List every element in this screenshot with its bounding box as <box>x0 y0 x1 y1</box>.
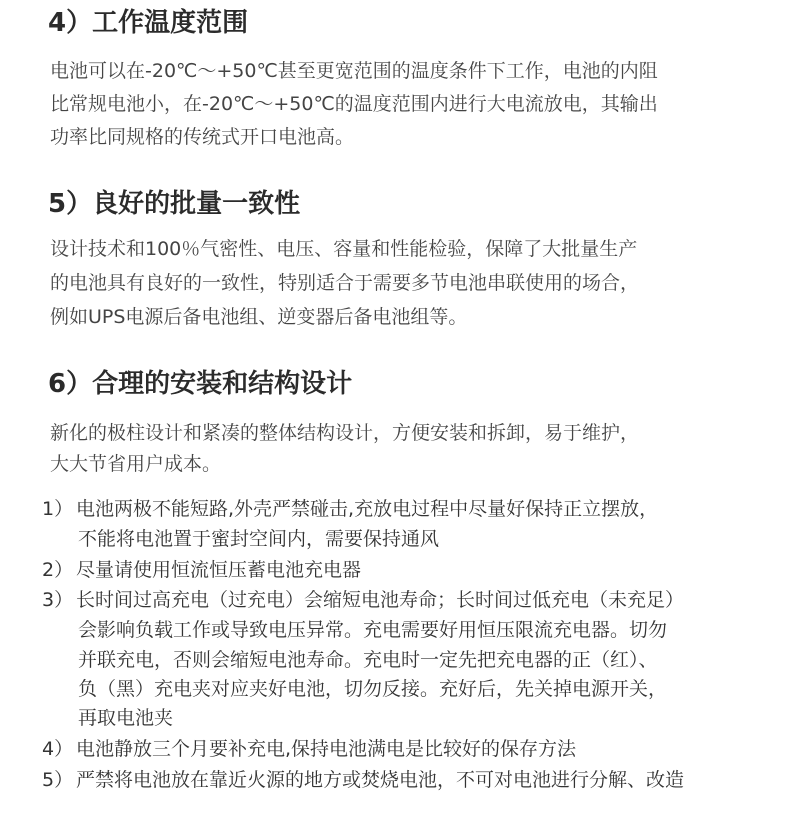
paragraph-line: 功率比同规格的传统式开口电池高。 <box>50 126 355 148</box>
note-line: 不能将电池置于蜜封空间内，需要保持通风 <box>78 528 440 550</box>
note-line: 会影响负载工作或导致电压异常。充电需要好用恒压限流充电器。切勿 <box>78 619 668 641</box>
paragraph-line: 例如UPS电源后备电池组、逆变器后备电池组等。 <box>50 306 468 328</box>
note-line: 电池两极不能短路,外壳严禁碰击,充放电过程中尽量好保持正立摆放， <box>76 498 659 520</box>
note-line: 电池静放三个月要补充电,保持电池满电是比较好的保存方法 <box>76 738 577 760</box>
paragraph-line: 比常规电池小，在-20℃～+50℃的温度范围内进行大电流放电，其输出 <box>50 93 658 115</box>
note-line: 再取电池夹 <box>78 707 174 729</box>
section-heading-installation: 6）合理的安装和结构设计 <box>48 369 353 399</box>
paragraph-line: 设计技术和100％气密性、电压、容量和性能检验，保障了大批量生产 <box>50 238 638 260</box>
note-number: 3） <box>42 589 74 611</box>
paragraph-line: 电池可以在-20℃～+50℃甚至更宽范围的温度条件下工作，电池的内阻 <box>50 60 658 82</box>
note-number: 2） <box>42 559 74 581</box>
note-line: 负（黑）充电夹对应夹好电池，切勿反接。充好后，先关掉电源开关， <box>78 678 668 700</box>
section-heading-temperature: 4）工作温度范围 <box>48 8 249 38</box>
note-line: 严禁将电池放在靠近火源的地方或焚烧电池，不可对电池进行分解、改造 <box>76 769 685 791</box>
note-number: 1） <box>42 498 74 520</box>
note-line: 尽量请使用恒流恒压蓄电池充电器 <box>76 559 362 581</box>
paragraph-line: 新化的极柱设计和紧凑的整体结构设计，方便安装和拆卸，易于维护， <box>50 422 640 444</box>
note-line: 并联充电，否则会缩短电池寿命。充电时一定先把充电器的正（红）、 <box>78 649 658 671</box>
paragraph-line: 大大节省用户成本。 <box>50 453 222 475</box>
paragraph-line: 的电池具有良好的一致性，特别适合于需要多节电池串联使用的场合， <box>50 272 640 294</box>
section-heading-consistency: 5）良好的批量一致性 <box>48 189 301 219</box>
note-number: 4） <box>42 738 74 760</box>
note-number: 5） <box>42 769 74 791</box>
note-line: 长时间过高充电（过充电）会缩短电池寿命；长时间过低充电（未充足） <box>76 589 685 611</box>
